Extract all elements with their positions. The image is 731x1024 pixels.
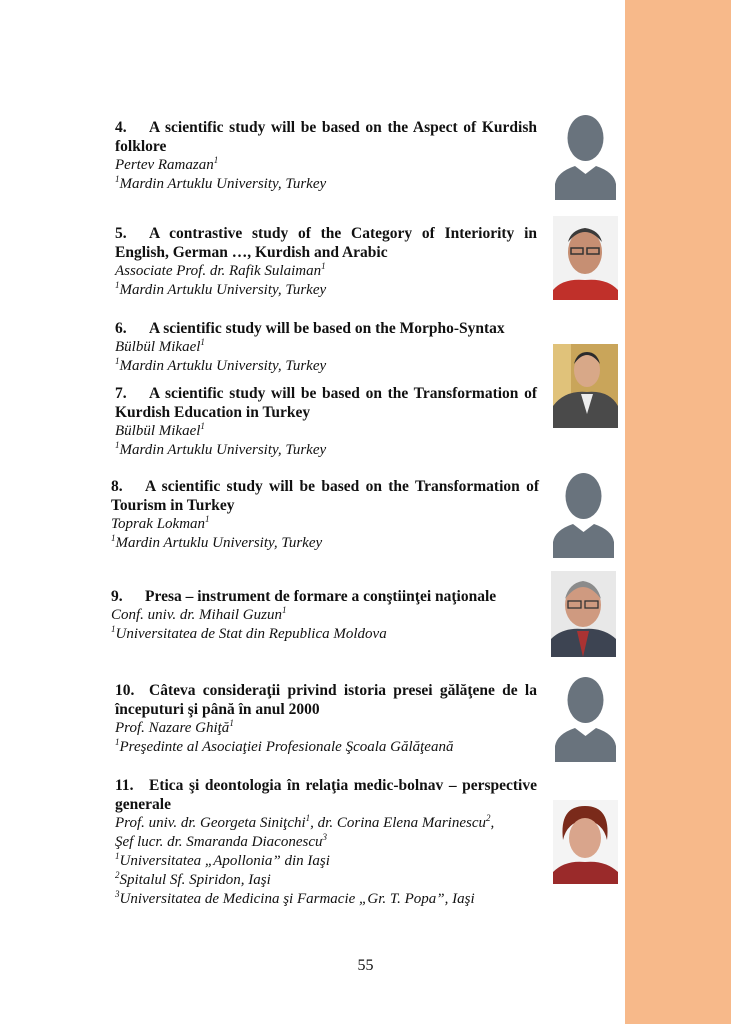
entry-6 xyxy=(115,319,537,376)
author-name: Toprak Lokman xyxy=(111,516,206,532)
entry-title xyxy=(115,224,537,262)
aff-sup: 1 xyxy=(115,851,120,861)
author-separator: , xyxy=(490,815,495,831)
author-sup: 1 xyxy=(200,337,205,347)
entry-authors-line2 xyxy=(115,833,537,852)
entry-title-text: Câteva consideraţii privind istoria presei gălăţene de la începuturi şi până în anul 2000 xyxy=(115,682,537,718)
entry-11 xyxy=(115,776,537,909)
author-name: Pertev Ramazan xyxy=(115,157,214,173)
entry-title xyxy=(111,587,539,606)
aff-text: Preşedinte al Asociaţiei Profesionale Şcoala Gălăţeană xyxy=(119,739,454,755)
entry-number: 7. xyxy=(115,385,127,402)
entry-title-text: Presa – instrument de formare a conştiinţei naţionale xyxy=(145,588,497,605)
author-name: Prof. univ. dr. Georgeta Siniţchi xyxy=(115,815,306,831)
entry-authors xyxy=(115,338,537,357)
entry-authors xyxy=(115,719,537,738)
author-name: Şef lucr. dr. Smaranda Diaconescu xyxy=(115,834,323,850)
entry-title-text: A scientific study will be based on the Transformation of Tourism in Turkey xyxy=(111,478,539,514)
aff-text: Universitatea de Medicina şi Farmacie „Gr. T. Popa”, Iaşi xyxy=(119,891,475,907)
entry-affiliation xyxy=(115,871,537,890)
aff-sup: 1 xyxy=(115,280,120,290)
entry-affiliation xyxy=(115,357,537,376)
author-photo xyxy=(553,800,618,884)
entry-affiliation xyxy=(115,852,537,871)
author-sup: 1 xyxy=(321,261,326,271)
aff-text: Universitatea de Stat din Republica Moldova xyxy=(115,626,387,642)
entry-affiliation xyxy=(115,281,537,300)
avatar-placeholder-icon xyxy=(553,108,618,200)
author-sup: 3 xyxy=(322,832,327,842)
aff-sup: 1 xyxy=(111,533,116,543)
entry-title xyxy=(115,681,537,719)
author-sup: 1 xyxy=(229,718,234,728)
entry-4 xyxy=(115,118,537,194)
author-photo xyxy=(553,344,618,428)
aff-sup: 2 xyxy=(115,870,120,880)
author-sup: 1 xyxy=(305,813,311,823)
entry-8 xyxy=(111,477,539,553)
author-photo xyxy=(553,216,618,300)
entry-number: 6. xyxy=(115,320,127,337)
entry-title xyxy=(115,118,537,156)
author-name: , dr. Corina Elena Marinescu xyxy=(310,815,486,831)
aff-text: Mardin Artuklu University, Turkey xyxy=(115,535,323,551)
author-sup: 1 xyxy=(205,514,210,524)
aff-sup: 1 xyxy=(115,174,120,184)
entry-title xyxy=(115,319,537,338)
entry-title-text: A scientific study will be based on the Aspect of Kurdish folklore xyxy=(115,119,537,155)
author-sup: 1 xyxy=(200,421,205,431)
author-name: Associate Prof. dr. Rafik Sulaiman xyxy=(115,263,322,279)
entry-affiliation xyxy=(115,890,537,909)
aff-text: Mardin Artuklu University, Turkey xyxy=(119,176,327,192)
entry-title xyxy=(115,776,537,814)
entry-authors xyxy=(115,262,537,281)
entry-affiliation xyxy=(111,625,539,644)
avatar-placeholder-icon xyxy=(553,670,618,762)
entry-9 xyxy=(111,587,539,644)
entry-number: 11. xyxy=(115,777,134,794)
avatar-placeholder-icon xyxy=(551,466,616,558)
author-name: Bülbül Mikael xyxy=(115,339,201,355)
decorative-sidebar xyxy=(625,0,731,1024)
entry-10 xyxy=(115,681,537,757)
entry-title-text: A scientific study will be based on the Transformation of Kurdish Education in Turkey xyxy=(115,385,537,421)
author-name: Bülbül Mikael xyxy=(115,423,201,439)
entry-authors xyxy=(115,156,537,175)
aff-sup: 1 xyxy=(115,356,120,366)
aff-text: Mardin Artuklu University, Turkey xyxy=(119,282,327,298)
entry-authors xyxy=(115,814,537,833)
aff-sup: 3 xyxy=(115,889,120,899)
entry-authors xyxy=(111,515,539,534)
entry-number: 10. xyxy=(115,682,135,699)
entry-authors xyxy=(115,422,537,441)
entry-affiliation xyxy=(115,738,537,757)
entry-title-text: Etica şi deontologia în relaţia medic-bolnav – perspective generale xyxy=(115,777,537,813)
author-sup: 2 xyxy=(486,813,491,823)
author-photo xyxy=(551,571,616,657)
entry-5 xyxy=(115,224,537,300)
entry-title xyxy=(115,384,537,422)
entry-number: 8. xyxy=(111,478,123,495)
entry-title-text: A scientific study will be based on the Morpho-Syntax xyxy=(149,320,505,337)
entry-title xyxy=(111,477,539,515)
entry-number: 9. xyxy=(111,588,123,605)
entry-authors xyxy=(111,606,539,625)
author-sup: 1 xyxy=(281,605,287,615)
entry-affiliation xyxy=(115,441,537,460)
entry-title-text: A contrastive study of the Category of Interiority in English, German …, Kurdish and Arabic xyxy=(115,225,537,261)
aff-sup: 1 xyxy=(111,624,116,634)
aff-text: Mardin Artuklu University, Turkey xyxy=(119,442,327,458)
aff-sup: 1 xyxy=(115,440,120,450)
aff-text: Mardin Artuklu University, Turkey xyxy=(119,358,327,374)
aff-sup: 1 xyxy=(115,737,120,747)
entry-affiliation xyxy=(111,534,539,553)
entry-7 xyxy=(115,384,537,460)
entry-number: 4. xyxy=(115,119,127,136)
page-number: 55 xyxy=(357,957,374,974)
aff-text: Universitatea „Apollonia” din Iaşi xyxy=(119,853,330,869)
author-sup: 1 xyxy=(213,155,219,165)
author-name: Conf. univ. dr. Mihail Guzun xyxy=(111,607,282,623)
entry-number: 5. xyxy=(115,225,127,242)
entry-affiliation xyxy=(115,175,537,194)
aff-text: Spitalul Sf. Spiridon, Iaşi xyxy=(119,872,271,888)
author-name: Prof. Nazare Ghiţă xyxy=(115,720,230,736)
